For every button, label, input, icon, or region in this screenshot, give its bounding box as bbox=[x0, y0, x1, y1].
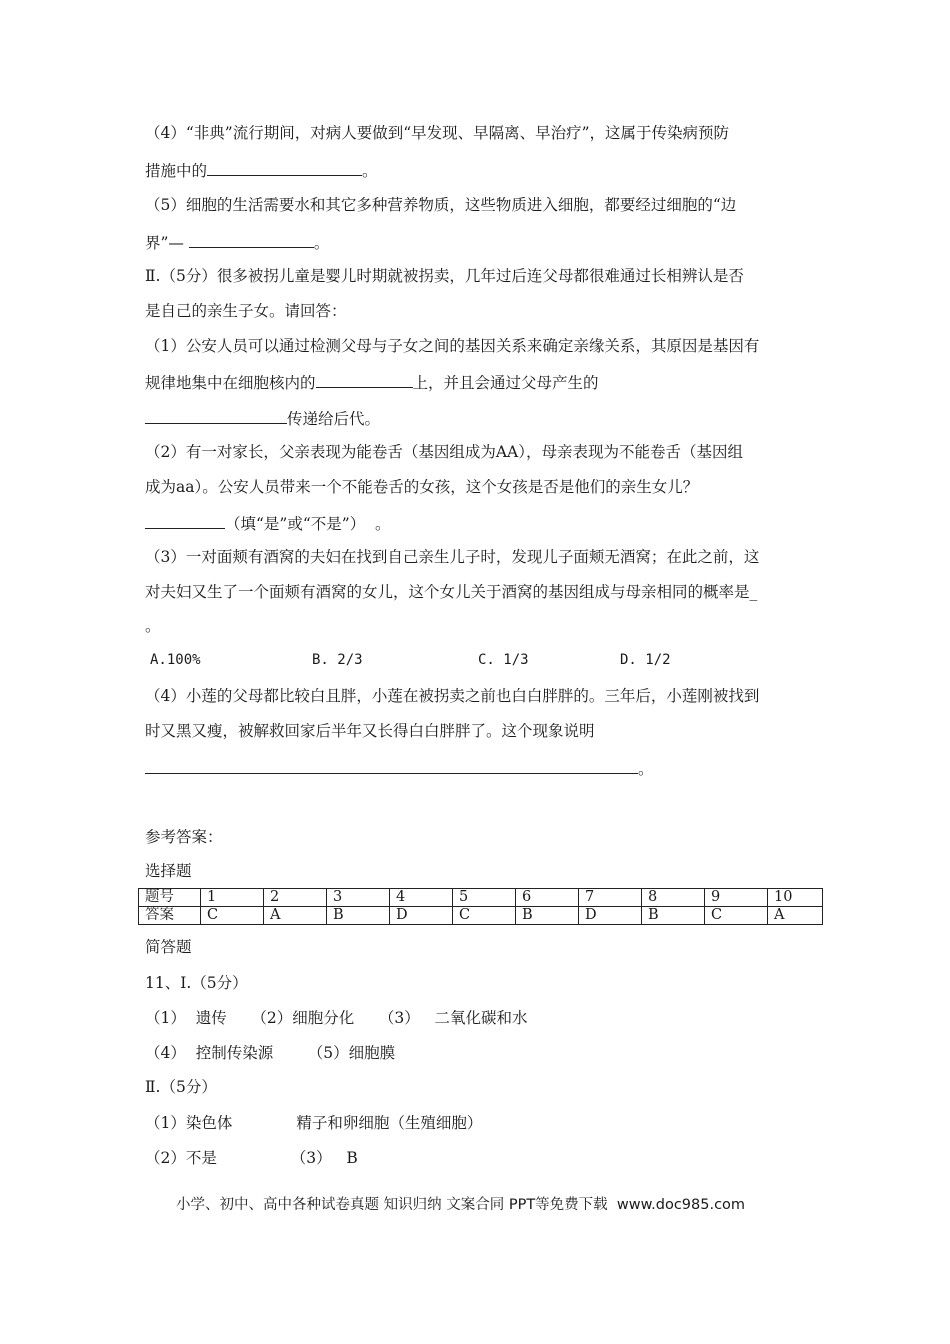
p2q3-line1: （3）一对面颊有酒窝的夫妇在找到自己亲生儿子时，发现儿子面颊无酒窝；在此之前，这 bbox=[145, 548, 760, 566]
q5-line2 bbox=[145, 231, 329, 253]
p2q2-blank[interactable] bbox=[145, 512, 225, 529]
table-row-answers bbox=[139, 907, 823, 925]
p2q1-line1: （1）公安人员可以通过检测父母与子女之间的基因关系来确定亲缘关系，其原因是基因有 bbox=[145, 337, 760, 355]
p2q4-end: 。 bbox=[638, 760, 654, 778]
p2q2-line2: 成为aa）。公安人员带来一个不能卷舌的女孩，这个女孩是否是他们的亲生女儿？ bbox=[145, 478, 699, 496]
table-cell: 7 bbox=[579, 889, 642, 907]
q5-end: 。 bbox=[313, 234, 330, 252]
q5-text: 界”— bbox=[145, 234, 184, 252]
table-cell: D bbox=[390, 907, 453, 925]
option-d[interactable]: D. 1/2 bbox=[620, 652, 671, 668]
table-cell: 3 bbox=[327, 889, 390, 907]
p2q1-line3 bbox=[145, 407, 380, 429]
p2q2-end: （填“是”或“不是”） 。 bbox=[225, 515, 391, 533]
p2q4-blank[interactable] bbox=[145, 757, 638, 774]
part2-answer-line2: （2）不是 （3） B bbox=[145, 1149, 358, 1167]
q11-answer-line1: （1） 遗传 （2）细胞分化 （3） 二氧化碳和水 bbox=[145, 1009, 528, 1027]
p2q4-line3 bbox=[145, 757, 654, 779]
table-cell: 9 bbox=[705, 889, 768, 907]
part2-answer-heading: Ⅱ.（5分） bbox=[145, 1078, 217, 1096]
table-cell: B bbox=[516, 907, 579, 925]
q5-answer-blank[interactable] bbox=[189, 231, 314, 248]
p2q2-line1: （2）有一对家长，父亲表现为能卷舌（基因组成为AA），母亲表现为不能卷舌（基因组 bbox=[145, 443, 744, 461]
part2-line1: Ⅱ.（5分）很多被拐儿童是婴儿时期就被拐卖，几年过后连父母都很难通过长相辨认是否 bbox=[145, 267, 744, 285]
p2q1-line2 bbox=[145, 371, 599, 393]
part2-answer-line1: （1）染色体 精子和卵细胞（生殖细胞） bbox=[145, 1114, 483, 1132]
table-cell: 10 bbox=[768, 889, 823, 907]
p2q2-line3 bbox=[145, 512, 391, 534]
table-cell: 6 bbox=[516, 889, 579, 907]
table-row-numbers bbox=[139, 889, 823, 907]
table-cell: B bbox=[642, 907, 705, 925]
row-label-number: 题号 bbox=[139, 889, 201, 907]
table-cell: C bbox=[201, 907, 264, 925]
q11-answer-line2: （4） 控制传染源 （5）细胞膜 bbox=[145, 1044, 396, 1062]
option-a[interactable]: A.100% bbox=[150, 652, 201, 668]
p2q1-end: 传递给后代。 bbox=[287, 410, 381, 428]
table-cell: B bbox=[327, 907, 390, 925]
table-cell: 5 bbox=[453, 889, 516, 907]
footer-text: 小学、初中、高中各种试卷真题 知识归纳 文案合同 PPT等免费下载 www.doc985.com bbox=[176, 1197, 746, 1213]
p2q3-line2: 对夫妇又生了一个面颊有酒窝的女儿，这个女儿关于酒窝的基因组成与母亲相同的概率是_ bbox=[145, 583, 758, 601]
p2q3-line3: 。 bbox=[145, 617, 161, 635]
q4-line2 bbox=[145, 159, 378, 181]
p2q1-text: 规律地集中在细胞核内的 bbox=[145, 374, 316, 392]
option-c[interactable]: C. 1/3 bbox=[478, 652, 529, 668]
table-cell: 8 bbox=[642, 889, 705, 907]
q4-end: 。 bbox=[362, 162, 378, 180]
q4-text: 措施中的 bbox=[145, 162, 208, 180]
table-cell: 2 bbox=[264, 889, 327, 907]
table-cell: 1 bbox=[201, 889, 264, 907]
row-label-answer: 答案 bbox=[139, 907, 201, 925]
p2q4-line2: 时又黑又瘦，被解救回家后半年又长得白白胖胖了。这个现象说明 bbox=[145, 722, 595, 740]
p2q1-blank-1[interactable] bbox=[316, 371, 413, 388]
q4-line1: （4）“非典”流行期间，对病人要做到“早发现、早隔离、早治疗”，这属于传染病预防 bbox=[145, 124, 730, 142]
option-b[interactable]: B. 2/3 bbox=[312, 652, 363, 668]
table-cell: 4 bbox=[390, 889, 453, 907]
table-cell: C bbox=[453, 907, 516, 925]
choice-heading: 选择题 bbox=[145, 862, 192, 880]
q11-heading: 11、Ⅰ.（5分） bbox=[145, 974, 248, 992]
table-cell: A bbox=[768, 907, 823, 925]
p2q1-blank-2[interactable] bbox=[145, 407, 287, 424]
p2q1-text-2: 上，并且会通过父母产生的 bbox=[412, 374, 599, 392]
p2q4-line1: （4）小莲的父母都比较白且胖，小莲在被拐卖之前也白白胖胖的。三年后，小莲刚被找到 bbox=[145, 687, 760, 705]
answer-table bbox=[138, 888, 823, 925]
table-cell: D bbox=[579, 907, 642, 925]
answers-heading: 参考答案： bbox=[145, 828, 223, 846]
table-cell: A bbox=[264, 907, 327, 925]
q5-line1: （5）细胞的生活需要水和其它多种营养物质，这些物质进入细胞，都要经过细胞的“边 bbox=[145, 196, 737, 214]
part2-line2: 是自己的亲生子女。请回答： bbox=[145, 302, 347, 320]
q4-answer-blank[interactable] bbox=[207, 159, 362, 176]
table-cell: C bbox=[705, 907, 768, 925]
short-answer-heading: 简答题 bbox=[145, 938, 192, 956]
